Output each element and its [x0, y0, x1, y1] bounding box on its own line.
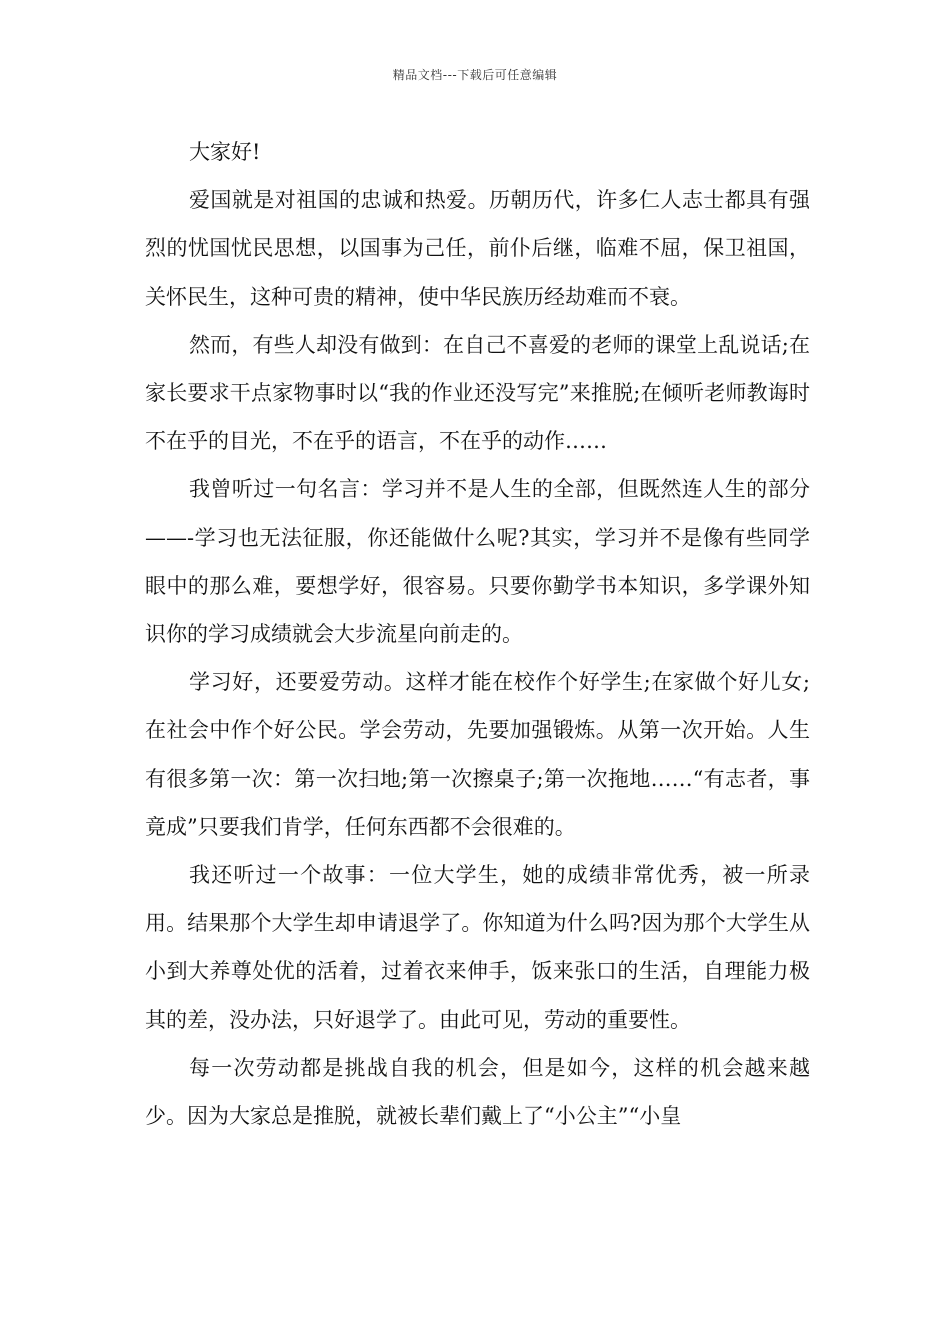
document-body [145, 128, 810, 1140]
paragraph-patriotism: 爱国就是对祖国的忠诚和热爱。历朝历代，许多仁人志士都具有强烈的忧国忧民思想，以国事为己任，前仆后继，临难不屈，保卫祖国，关怀民生，这种可贵的精神，使中华民族历经劫难而不衰。 [145, 188, 810, 309]
paragraph-story: 我还听过一个故事：一位大学生，她的成绩非常优秀，被一所录用。结果那个大学生却申请退学了。你知道为什么吗?因为那个大学生从小到大养尊处优的活着，过着衣来伸手，饭来张口的生活，自理能力极其的差，没办法，只好退学了。由此可见，劳动的重要性。 [145, 863, 810, 1032]
page-header: 精品文档---下载后可任意编辑 [392, 68, 558, 82]
paragraph-challenge: 每一次劳动都是挑战自我的机会，但是如今，这样的机会越来越少。因为大家总是推脱，就被长辈们戴上了“小公主”“小皇 [145, 1055, 810, 1129]
paragraph-shortcomings: 然而，有些人却没有做到：在自己不喜爱的老师的课堂上乱说话;在家长要求干点家物事时以“我的作业还没写完”来推脱;在倾听老师教诲时不在乎的目光，不在乎的语言，不在乎的动作…… [145, 332, 810, 454]
greeting-paragraph: 大家好! [189, 140, 261, 164]
paragraph-study: 我曾听过一句名言：学习并不是人生的全部，但既然连人生的部分——-学习也无法征服，你还能做什么呢?其实，学习并不是像有些同学眼中的那么难，要想学好，很容易。只要你勤学书本知识，多学课外知识你的学习成绩就会大步流星向前走的。 [145, 477, 810, 647]
paragraph-labor: 学习好，还要爱劳动。这样才能在校作个好学生;在家做个好儿女;在社会中作个好公民。学会劳动，先要加强锻炼。从第一次开始。人生有很多第一次：第一次扫地;第一次擦桌子;第一次拖地……“有志者，事竟成”只要我们肯学，任何东西都不会很难的。 [145, 670, 810, 839]
